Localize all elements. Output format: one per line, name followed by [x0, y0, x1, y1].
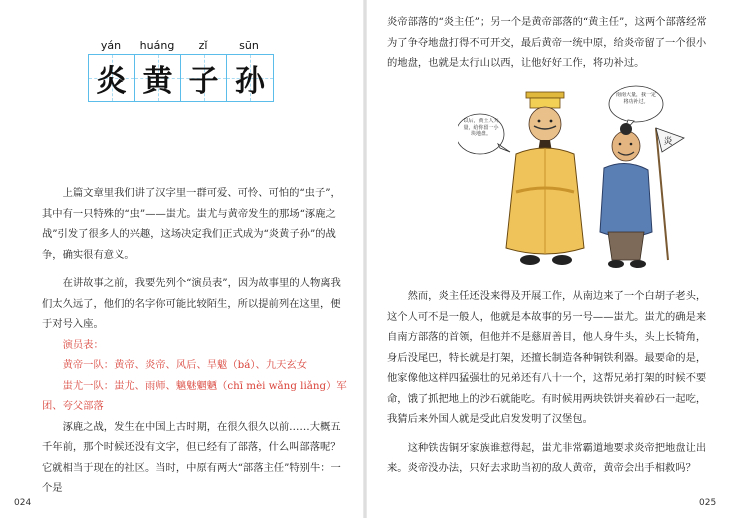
title-char: 炎	[96, 64, 127, 99]
speech-bubble-left	[458, 114, 510, 154]
title-char-grid	[88, 54, 274, 102]
title-pinyin: huáng	[139, 39, 175, 52]
title-char: 孙	[235, 64, 265, 99]
bubble-right-text: 南南大量，我一定将功补过。	[615, 92, 656, 105]
paragraph-right-top	[387, 12, 707, 74]
title-char: 子	[188, 64, 219, 99]
title-char-cell	[181, 55, 227, 101]
right-body-text	[387, 286, 707, 479]
title-block	[88, 38, 274, 102]
paragraph-chiyou: 然而，炎主任还没来得及开展工作，从南边来了一个白胡子老头，这个人可不是一般人，他就是本故事的另一号——蚩尤。蚩尤的确是来自南方部落的首领，但他并不是慈眉善目，他人身牛头，头上长犄角，身后没尾巴，特长就是打架，还擅长制造各种铜铁利器。最要命的是，他家像他这样四猛强壮的兄弟还有八十一个，这帮兄弟打架的时候不要命，饿了抓把地上的沙石就能吃。有时候用两块铁饼夹着砂石一起吃，我猜后来外国人就是受此启发发明了汉堡包。	[387, 290, 707, 425]
paragraph-zhuolu-war: 涿鹿之战，发生在中国上古时期，在很久很久以前……大概五千年前，那个时候还没有文字，但已经有了部落，什么叫部落呢？它就相当于现在的社区。当时，中原有两大“部落主任”特别牛：一个是	[42, 420, 341, 494]
title-pinyin: zǐ	[198, 39, 208, 52]
bubble-left-text: 以后，黄土人大量，给你留一小块地盘。	[463, 118, 499, 137]
flag-character: 炎	[663, 137, 673, 147]
paragraph-cast-intro: 在讲故事之前，我要先列个“演员表”，因为故事里的人物离我们太久远了，他们的名字你可能比较陌生，所以提前列在这里，便于对号入座。	[42, 277, 341, 330]
yellow-emperor-figure	[506, 92, 584, 265]
cast-chiyou-team: 蚩尤一队：蚩尤、雨师、魑魅魍魉（chī mèi wǎng liǎng）军团、夸父部落	[42, 379, 347, 412]
page-number-left: 024	[14, 498, 32, 508]
title-pinyin: sūn	[239, 39, 259, 52]
page-number-right: 025	[699, 498, 717, 508]
title-char-cell	[227, 55, 273, 101]
cast-list-title: 演员表：	[62, 338, 104, 351]
title-char: 黄	[142, 64, 173, 99]
speech-bubble-right	[609, 86, 663, 132]
illustration-emperors	[458, 82, 688, 282]
title-char-cell	[89, 55, 135, 101]
paragraph-intro: 上篇文章里我们讲了汉字里一群可爱、可怜、可怕的“虫子”，其中有一只特殊的“虫”——蚩尤。蚩尤与黄帝发生的那场“涿鹿之战”引发了很多人的兴趣，这场决定我们正式成为“炎黄子孙”的战争，确实很有意义。	[42, 187, 341, 261]
cast-yellow-emperor-team: 黄帝一队：黄帝、炎帝、风后、旱魃（bá）、九天玄女	[62, 359, 308, 371]
title-pinyin-row	[88, 38, 274, 54]
paragraph-continuation: 炎帝部落的“炎主任”；另一个是黄帝部落的“黄主任”，这两个部落经常为了争夺地盘打得不可开交，最后黄帝一统中原，给炎帝留了一个很小的地盘，也就是太行山以西，让他好好工作，将功补过。	[387, 16, 707, 69]
left-body-text	[42, 183, 349, 499]
paragraph-ending: 这种铁齿铜牙家族谁惹得起，蚩尤非常霸道地要求炎帝把地盘让出来。炎帝没办法，只好去求助当初的敌人黄帝，黄帝会出手相救吗？	[387, 441, 707, 474]
title-char-cell	[135, 55, 181, 101]
yan-emperor-figure	[600, 123, 684, 268]
title-pinyin: yán	[100, 39, 122, 52]
